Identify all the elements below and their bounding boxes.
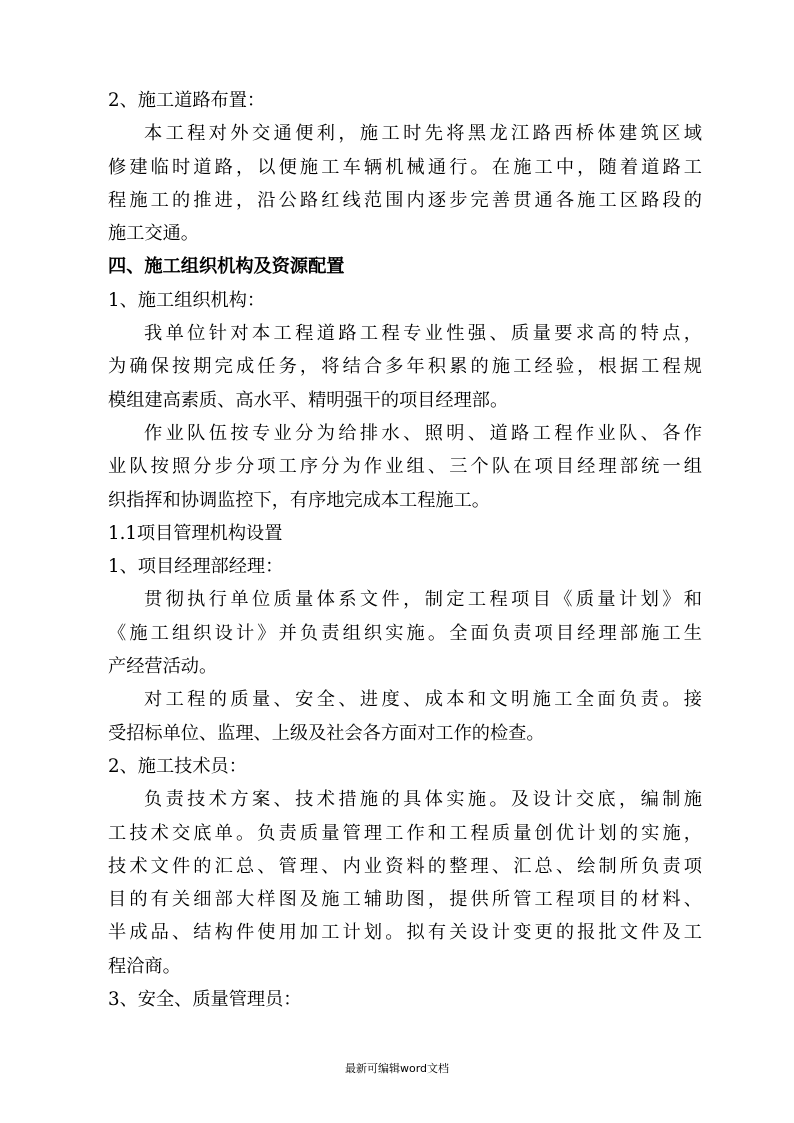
paragraph-line: 为确保按期完成任务，将结合多年积累的施工经验，根据工程规	[108, 356, 702, 378]
section-heading-technician: 2、施工技术员：	[108, 755, 247, 777]
paragraph-line: 我单位针对本工程道路工程专业性强、质量要求高的特点，	[144, 323, 702, 345]
paragraph-line: 作业队伍按专业分为给排水、照明、道路工程作业队、各作	[144, 422, 702, 444]
paragraph-line: 业队按照分步分项工序分为作业组、三个队在项目经理部统一组	[108, 456, 702, 478]
paragraph-line: 贯彻执行单位质量体系文件，制定工程项目《质量计划》和	[144, 589, 702, 611]
paragraph-line: 程洽商。	[108, 955, 181, 977]
document-body	[108, 84, 702, 1016]
paragraph-line: 产经营活动。	[108, 656, 218, 678]
paragraph-line: 负责技术方案、技术措施的具体实施。及设计交底，编制施	[144, 789, 702, 811]
paragraph-line: 受招标单位、监理、上级及社会各方面对工作的检查。	[108, 722, 545, 744]
paragraph-line: 《施工组织设计》并负责组织实施。全面负责项目经理部施工生	[108, 622, 702, 644]
paragraph-line: 施工交通。	[108, 223, 199, 245]
paragraph-line: 织指挥和协调监控下，有序地完成本工程施工。	[108, 489, 490, 511]
paragraph-line: 目的有关细部大样图及施工辅助图，提供所管工程项目的材料、	[108, 889, 702, 911]
section-heading-road-layout: 2、施工道路布置：	[108, 90, 266, 111]
paragraph-line: 模组建高素质、高水平、精明强干的项目经理部。	[108, 389, 509, 411]
paragraph-line: 本工程对外交通便利，施工时先将黑龙江路西桥体建筑区域	[144, 123, 702, 145]
paragraph-line: 对工程的质量、安全、进度、成本和文明施工全面负责。接	[144, 689, 702, 711]
paragraph-line: 修建临时道路，以便施工车辆机械通行。在施工中，随着道路工	[108, 156, 702, 178]
chapter-heading-organization: 四、施工组织机构及资源配置	[108, 256, 345, 278]
page-footer: 最新可编辑word文档	[344, 1062, 450, 1075]
paragraph-line: 程施工的推进，沿公路红线范围内逐步完善贯通各施工区路段的	[108, 189, 702, 211]
section-heading-safety-quality: 3、安全、质量管理员：	[108, 989, 302, 1011]
section-heading-project-manager: 1、项目经理部经理：	[108, 556, 284, 578]
section-heading-organization: 1、施工组织机构：	[108, 289, 266, 311]
paragraph-line: 工技术交底单。负责质量管理工作和工程质量创优计划的实施，	[108, 822, 702, 844]
paragraph-line: 技术文件的汇总、管理、内业资料的整理、汇总、绘制所负责项	[108, 855, 702, 877]
subsection-heading-management: 1.1项目管理机构设置	[108, 522, 283, 544]
paragraph-line: 半成品、结构件使用加工计划。拟有关设计变更的报批文件及工	[108, 922, 702, 944]
